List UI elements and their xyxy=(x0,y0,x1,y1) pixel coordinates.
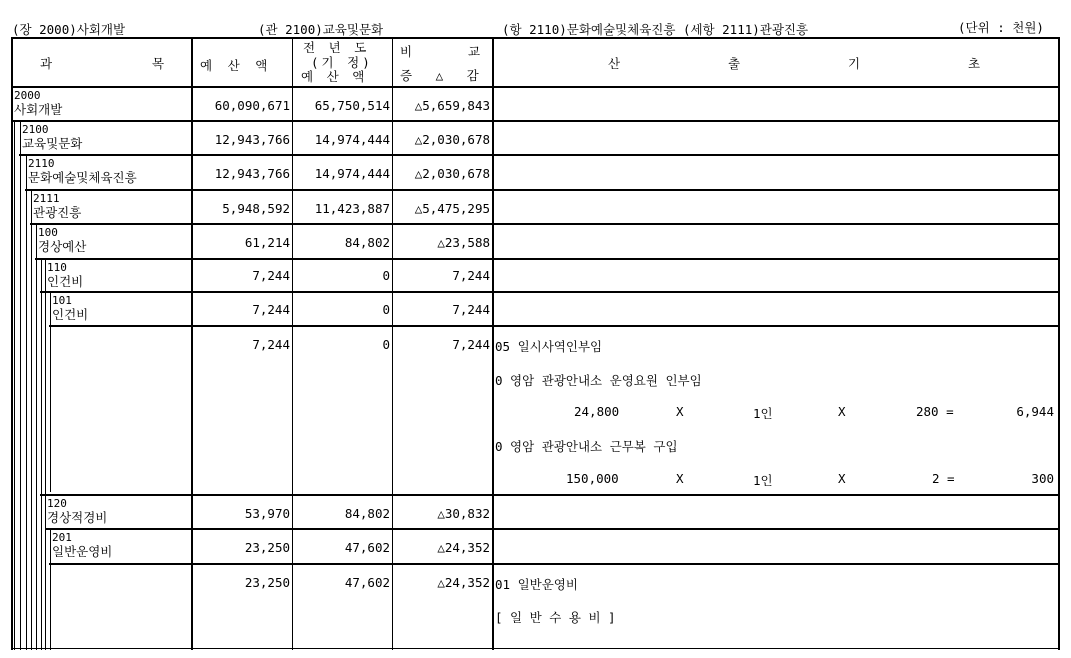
row-code: 2110 xyxy=(28,157,55,170)
diff-cell: △23,588 xyxy=(437,235,490,250)
calc-x: X xyxy=(676,471,684,486)
budget-cell: 12,943,766 xyxy=(214,166,290,181)
diff-cell: 7,244 xyxy=(452,268,490,283)
tree-line-4 xyxy=(31,190,32,650)
prev-cell: 84,802 xyxy=(344,506,390,521)
diff-cell: △5,475,295 xyxy=(414,201,490,216)
col-diff-2: 증 △ 감 xyxy=(400,68,487,83)
tree-line-6 xyxy=(41,259,42,650)
row-border-5 xyxy=(35,258,1060,260)
calc-x: X xyxy=(676,404,684,419)
row-name: 교육및문화 xyxy=(22,136,83,151)
budget-cell: 7,244 xyxy=(252,337,290,352)
col-sep-2 xyxy=(292,37,293,650)
diff-cell: △24,352 xyxy=(437,540,490,555)
row-name: 경상예산 xyxy=(38,239,87,254)
row-code: 101 xyxy=(52,294,72,307)
prev-cell: 65,750,514 xyxy=(314,98,390,113)
budget-cell: 7,244 xyxy=(252,302,290,317)
diff-cell: 7,244 xyxy=(452,302,490,317)
basis-title: 05 일시사역인부임 xyxy=(495,339,603,354)
calc-total: 300 xyxy=(1031,471,1054,486)
calc-b: 1인 xyxy=(753,473,773,488)
row-border-10 xyxy=(49,563,1060,565)
right-border xyxy=(1058,37,1060,650)
tree-line-3 xyxy=(26,155,27,650)
row-code: 2111 xyxy=(33,192,60,205)
row-name: 경상적경비 xyxy=(47,510,108,525)
prev-cell: 11,423,887 xyxy=(314,201,390,216)
row-name: 인건비 xyxy=(52,307,89,322)
table-bottom-border xyxy=(11,648,1060,649)
tree-line-0 xyxy=(11,86,13,650)
tree-line-5 xyxy=(36,224,37,650)
budget-cell: 60,090,671 xyxy=(214,98,290,113)
budget-cell: 23,250 xyxy=(244,575,290,590)
row-name: 문화예술및체육진흥 xyxy=(28,170,137,185)
calc-a: 150,000 xyxy=(566,471,619,486)
col-subject-left: 과 xyxy=(40,56,54,71)
col-sep-1 xyxy=(191,37,193,650)
col-diff-1b: 교 xyxy=(468,44,482,59)
unit-label: (단위 : 천원) xyxy=(958,20,1044,35)
diff-cell: △24,352 xyxy=(437,575,490,590)
prev-cell: 14,974,444 xyxy=(314,166,390,181)
basis-item: 0 영암 관광안내소 운영요원 인부임 xyxy=(495,373,702,388)
table-top-border xyxy=(11,37,1060,39)
prev-cell: 14,974,444 xyxy=(314,132,390,147)
prev-cell: 47,602 xyxy=(344,540,390,555)
diff-cell: △30,832 xyxy=(437,506,490,521)
basis-item: [ 일 반 수 용 비 ] xyxy=(495,610,616,625)
tree-line-2 xyxy=(20,121,21,650)
calc-c: 2 = xyxy=(932,471,955,486)
calc-x: X xyxy=(838,404,846,419)
row-border-8 xyxy=(40,494,1060,496)
jang-title: (장 2000)사회개발 xyxy=(12,22,126,37)
row-border-7 xyxy=(49,325,1060,327)
calc-a: 24,800 xyxy=(574,404,620,419)
prev-cell: 84,802 xyxy=(344,235,390,250)
row-code: 2000 xyxy=(14,89,41,102)
tree-line-1 xyxy=(14,121,15,650)
col-basis-4: 초 xyxy=(968,56,982,71)
row-code: 2100 xyxy=(22,123,49,136)
tree-line-8 xyxy=(50,292,51,492)
row-border-4 xyxy=(30,223,1060,225)
col-sep-3 xyxy=(392,37,393,650)
tree-line-7 xyxy=(45,259,46,650)
basis-item: 0 영암 관광안내소 근무복 구입 xyxy=(495,439,678,454)
row-name: 관광진흥 xyxy=(33,205,82,220)
calc-c: 280 = xyxy=(916,404,954,419)
row-code: 120 xyxy=(47,497,67,510)
col-prev-2: (기 정) xyxy=(311,55,373,70)
budget-cell: 23,250 xyxy=(244,540,290,555)
col-prev-3: 예 산 액 xyxy=(301,69,368,84)
col-basis-3: 기 xyxy=(848,56,862,71)
col-basis-2: 출 xyxy=(728,56,742,71)
row-border-2 xyxy=(19,154,1060,156)
prev-cell: 47,602 xyxy=(344,575,390,590)
row-code: 100 xyxy=(38,226,58,239)
budget-cell: 53,970 xyxy=(244,506,290,521)
left-border xyxy=(11,37,13,87)
budget-cell: 5,948,592 xyxy=(222,201,290,216)
gwan-title: (관 2100)교육및문화 xyxy=(258,22,384,37)
row-border-3 xyxy=(25,189,1060,191)
diff-cell: △2,030,678 xyxy=(414,132,490,147)
col-subject-right: 목 xyxy=(152,56,166,71)
diff-cell: 7,244 xyxy=(452,337,490,352)
tree-line-9 xyxy=(50,529,51,650)
row-name: 사회개발 xyxy=(14,102,63,117)
row-border-9 xyxy=(45,528,1060,530)
basis-title: 01 일반운영비 xyxy=(495,577,578,592)
row-name: 일반운영비 xyxy=(52,544,113,559)
row-border-6 xyxy=(40,291,1060,293)
calc-b: 1인 xyxy=(753,406,773,421)
row-code: 110 xyxy=(47,261,67,274)
calc-total: 6,944 xyxy=(1016,404,1054,419)
calc-x: X xyxy=(838,471,846,486)
row-name: 인건비 xyxy=(47,274,84,289)
prev-cell: 0 xyxy=(382,302,390,317)
col-budget: 예 산 액 xyxy=(200,58,272,73)
header-bottom-border xyxy=(11,86,1060,88)
hang-title: (항 2110)문화예술및체육진흥 (세항 2111)관광진흥 xyxy=(502,22,809,37)
budget-cell: 61,214 xyxy=(244,235,290,250)
budget-cell: 12,943,766 xyxy=(214,132,290,147)
col-diff-1a: 비 xyxy=(400,44,414,59)
col-sep-4 xyxy=(492,37,494,650)
col-prev-1: 전 년 도 xyxy=(303,40,370,55)
diff-cell: △2,030,678 xyxy=(414,166,490,181)
col-basis-1: 산 xyxy=(608,56,622,71)
prev-cell: 0 xyxy=(382,268,390,283)
prev-cell: 0 xyxy=(382,337,390,352)
row-code: 201 xyxy=(52,531,72,544)
budget-cell: 7,244 xyxy=(252,268,290,283)
diff-cell: △5,659,843 xyxy=(414,98,490,113)
row-border-1 xyxy=(11,120,1060,122)
